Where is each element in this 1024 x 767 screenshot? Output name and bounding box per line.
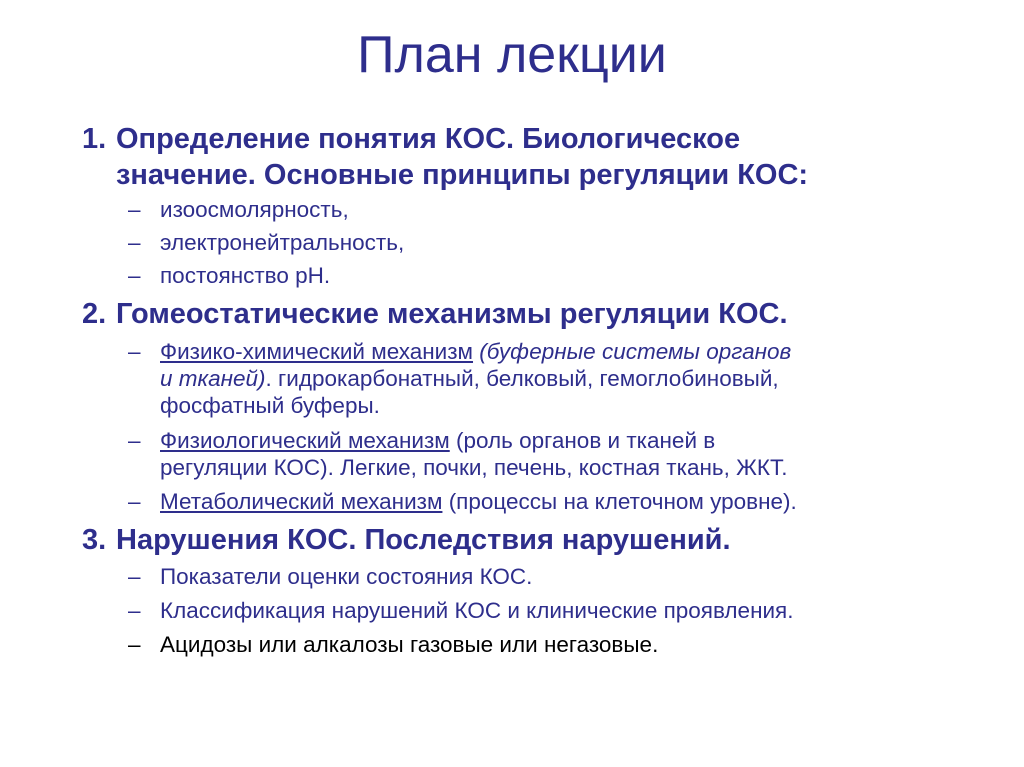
physchem-italic: (буферные системы органов — [473, 339, 792, 364]
item-3-sub-2-text: Классификация нарушений КОС и клинические проявления. — [160, 598, 794, 623]
dash: – — [128, 230, 141, 255]
item-1-sub-3 — [128, 262, 978, 289]
item-2-sub-2 — [128, 427, 978, 481]
dash: – — [128, 564, 141, 589]
metabolic-rest: (процессы на клеточном уровне). — [442, 489, 797, 514]
item-3-sub-1 — [128, 563, 978, 590]
item-2-sub-3-line1 — [128, 488, 978, 515]
slide-title: План лекции — [357, 26, 667, 84]
physio-mechanism-link: Физиологический механизм — [160, 428, 450, 453]
item-2-number: 2. — [82, 298, 107, 330]
item-2-sub-1-line3: фосфатный буферы. — [160, 393, 380, 418]
item-1-line2: значение. Основные принципы регуляции КОС: — [116, 159, 809, 191]
item-2-sub-2-line1 — [128, 427, 978, 454]
item-2-sub-1-line1 — [128, 338, 978, 365]
item-3-line1: Нарушения КОС. Последствия нарушений. — [116, 524, 731, 556]
item-2-sub-1-line2 — [128, 365, 978, 392]
physchem-rest: . гидрокарбонатный, белковый, гемоглобиновый, — [265, 366, 779, 391]
metabolic-mechanism-link: Метаболический механизм — [160, 489, 443, 514]
physio-rest: (роль органов и тканей в — [449, 428, 716, 453]
dash: – — [128, 632, 141, 657]
item-1 — [82, 121, 982, 193]
dash: – — [128, 339, 141, 364]
dash: – — [128, 598, 141, 623]
item-1-line1: Определение понятия КОС. Биологическое — [116, 123, 741, 155]
item-1-sub-2-text: электронейтральность, — [160, 230, 405, 255]
physchem-italic-2: и тканей) — [160, 366, 266, 391]
item-3-sub-3 — [128, 631, 978, 658]
physchem-mechanism-link: Физико-химический механизм — [160, 339, 474, 364]
item-1-sub-1 — [128, 196, 978, 223]
item-3-sub-2 — [128, 597, 978, 624]
dash: – — [128, 197, 141, 222]
item-1-sub-1-text: изоосмолярность, — [160, 197, 349, 222]
item-2-line1: Гомеостатические механизмы регуляции КОС. — [116, 298, 788, 330]
item-1-sub-2 — [128, 229, 978, 256]
dash: – — [128, 489, 141, 514]
item-2-sub-3 — [128, 488, 978, 515]
item-1-sub-3-text: постоянство рН. — [160, 263, 331, 288]
item-3-number: 3. — [82, 524, 107, 556]
item-2-sub-2-line2: регуляции КОС). Легкие, почки, печень, костная ткань, ЖКТ. — [160, 455, 788, 480]
dash: – — [128, 263, 141, 288]
dash: – — [128, 428, 141, 453]
item-3-sub-1-text: Показатели оценки состояния КОС. — [160, 564, 533, 589]
item-2-sub-1 — [128, 338, 978, 419]
item-1-number: 1. — [82, 123, 107, 155]
item-2 — [82, 296, 982, 332]
item-3 — [82, 522, 982, 558]
item-3-sub-3-text: Ацидозы или алкалозы газовые или негазовые. — [160, 632, 659, 657]
